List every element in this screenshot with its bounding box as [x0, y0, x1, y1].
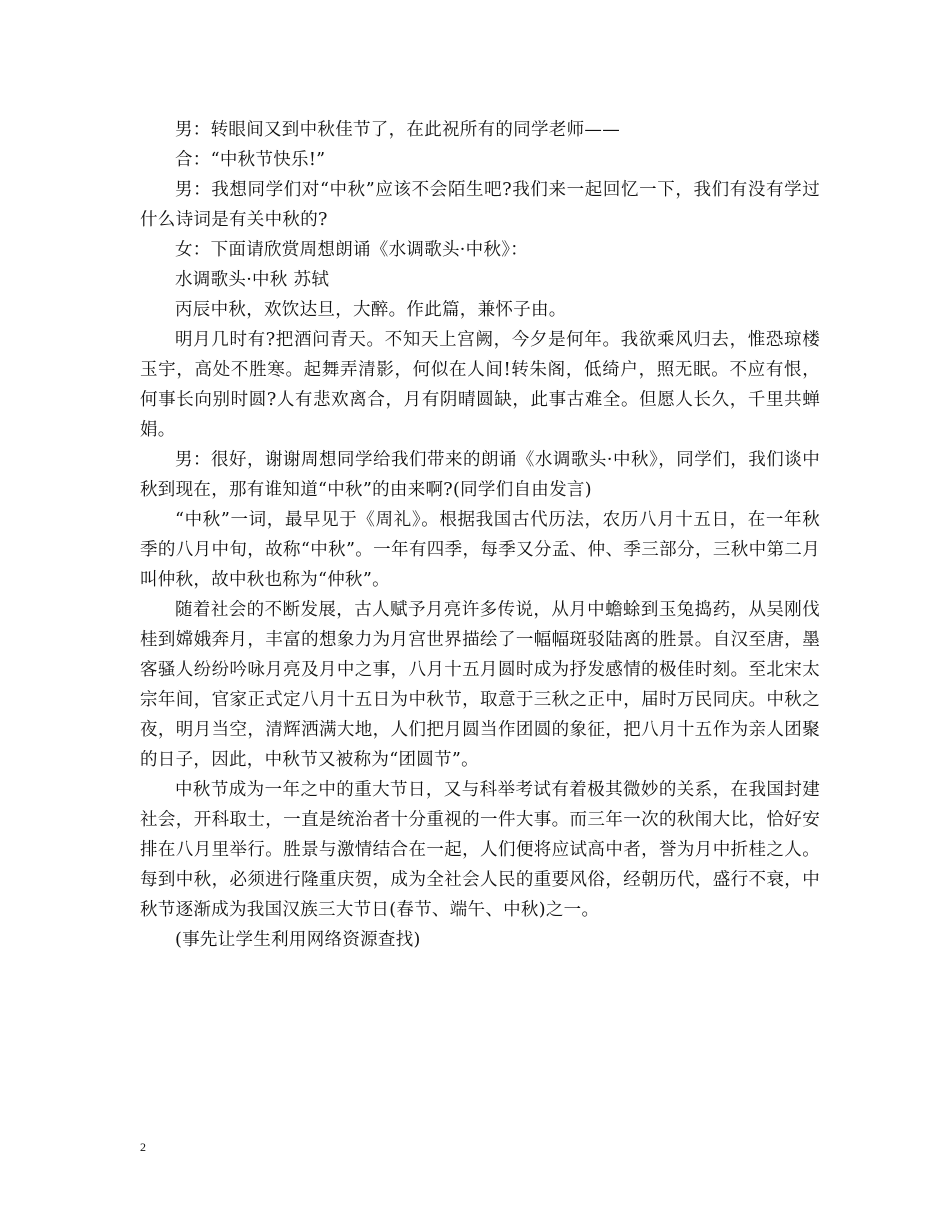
- paragraph-imperial-exam: 中秋节成为一年之中的重大节日，又与科举考试有着极其微妙的关系，在我国封建社会，开科取士，一直是统治者十分重视的一件大事。而三年一次的秋闱大比，恰好安排在八月里举行。胜景与激情结合在一起，人们便将应试高中者，誉为月中折桂之人。每到中秋，必须进行隆重庆贺，成为全社会人民的重要风俗，经朝历代，盛行不衰，中秋节逐渐成为我国汉族三大节日(春节、端午、中秋)之一。: [140, 780, 820, 920]
- document-body: [140, 115, 820, 955]
- dialogue-line-male-greeting: 男：转眼间又到中秋佳节了，在此祝所有的同学老师——: [175, 120, 620, 140]
- paragraph-origin: “中秋”一词，最早见于《周礼》。根据我国古代历法，农历八月十五日，在一年秋季的八月中旬，故称“中秋”。一年有四季，每季又分孟、仲、季三部分，三秋中第二月叫仲秋，故中秋也称为“仲秋”。: [140, 510, 820, 590]
- dialogue-line-female-intro: 女：下面请欣赏周想朗诵《水调歌头·中秋》：: [175, 240, 529, 260]
- paragraph-legends: 随着社会的不断发展，古人赋予月亮许多传说，从月中蟾蜍到玉兔捣药，从吴刚伐桂到嫦娥奔月，丰富的想象力为月宫世界描绘了一幅幅斑驳陆离的胜景。自汉至唐，墨客骚人纷纷吟咏月亮及月中之事，八月十五月圆时成为抒发感情的极佳时刻。至北宋太宗年间，官家正式定八月十五日为中秋节，取意于三秋之正中，届时万民同庆。中秋之夜，明月当空，清辉洒满大地，人们把月圆当作团圆的象征，把八月十五作为亲人团聚的日子，因此，中秋节又被称为“团圆节”。: [140, 600, 820, 770]
- dialogue-line-male-thanks: 男：很好，谢谢周想同学给我们带来的朗诵《水调歌头·中秋》，同学们，我们谈中秋到现在，那有谁知道“中秋”的由来啊?(同学们自由发言): [140, 450, 820, 500]
- dialogue-line-chorus: 合：“中秋节快乐!”: [175, 150, 326, 170]
- poem-title: 水调歌头·中秋 苏轼: [175, 270, 330, 290]
- poem-preface: 丙辰中秋，欢饮达旦，大醉。作此篇，兼怀子由。: [175, 300, 567, 320]
- paragraph-note: (事先让学生利用网络资源查找): [175, 930, 421, 950]
- poem-body: 明月几时有?把酒问青天。不知天上宫阙，今夕是何年。我欲乘风归去，惟恐琼楼玉宇，高处不胜寒。起舞弄清影，何似在人间!转朱阁，低绮户，照无眠。不应有恨，何事长向别时圆?人有悲欢离合，月有阴晴圆缺，此事古难全。但愿人长久，千里共蝉娟。: [140, 330, 820, 440]
- dialogue-line-male-question: 男：我想同学们对“中秋”应该不会陌生吧?我们来一起回忆一下，我们有没有学过什么诗词是有关中秋的?: [140, 180, 820, 230]
- page-number: 2: [140, 1140, 146, 1154]
